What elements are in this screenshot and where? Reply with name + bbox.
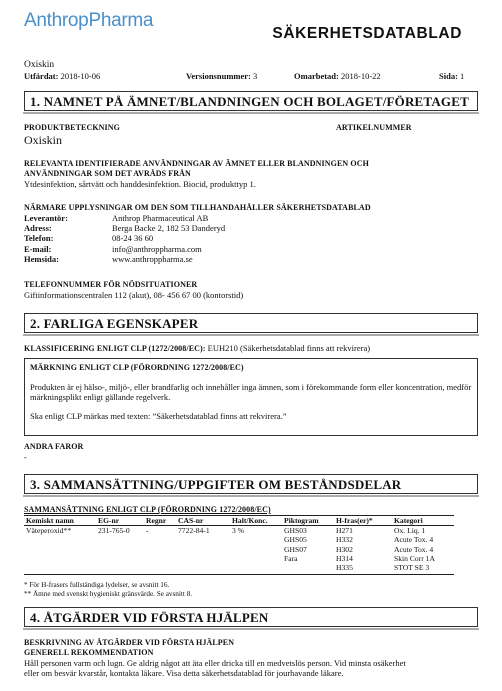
company-logo: AnthropPharma: [24, 10, 154, 31]
supplier-block: [24, 203, 480, 265]
cell-cas-number: 7722-84-1: [178, 526, 210, 535]
section-3-heading: 3. SAMMANSÄTTNING/UPPGIFTER OM BESTÅNDSDELAR: [24, 474, 478, 494]
column-header: H-fras(er)*: [334, 515, 392, 525]
emergency-block: [24, 280, 480, 300]
column-header: Kategori: [392, 515, 454, 525]
marking-note: Ska enligt CLP märkas med texten: ”Säkerhetsdatablad finns att rekvirera.”: [30, 411, 287, 422]
version-number: Versionsnummer: 3: [186, 71, 258, 81]
issued-date: Utfärdat: 2018-10-06: [24, 71, 101, 81]
cell-chemical-name: Väteperoxid**: [26, 526, 72, 535]
product-identifier-label: PRODUKTBETECKNING: [24, 123, 120, 132]
cell-concentration: 3 %: [232, 526, 245, 535]
cell-reg-number: -: [146, 526, 149, 535]
supplier-row: Hemsida: www.anthroppharma.se: [24, 254, 193, 265]
product-identifier-value: Oxiskin: [24, 132, 63, 147]
composition-block: [24, 505, 480, 599]
supplier-row: Leverantör: Anthrop Pharmaceutical AB: [24, 212, 209, 223]
footnote-h-phrases: * För H-frasers fullständiga lydelser, se avsnitt 16.: [24, 581, 170, 590]
general-recommendation-text-1: Håll personen varm och lugn. Ge aldrig något att äta eller dricka till en medvetslös person. Vid minsta osäkerhet: [24, 657, 406, 668]
column-header: EG-nr: [96, 515, 144, 525]
section-4-heading: 4. ÅTGÄRDER VID FÖRSTA HJÄLPEN: [24, 607, 478, 627]
first-aid-label: BESKRIVNING AV ÅTGÄRDER VID FÖRSTA HJÄLPEN: [24, 638, 235, 647]
footnote-limit-value: ** Ämne med svenskt hygieniskt gränsvärde. Se avsnitt 8.: [24, 590, 193, 599]
classification-row: [24, 343, 480, 354]
general-recommendation-label: GENERELL REKOMMENDATION: [24, 647, 154, 657]
first-aid-block: [24, 638, 480, 678]
cell-h-phrases: H271 H332 H302 H314 H335: [336, 526, 353, 572]
other-hazards-block: [24, 442, 480, 462]
identified-uses-label-line1: RELEVANTA IDENTIFIERADE ANVÄNDNINGAR AV ÄMNET ELLER BLANDNINGEN OCH: [24, 159, 369, 168]
article-number-label: ARTIKELNUMMER: [336, 123, 412, 132]
cell-pictograms: GHS03 GHS05 GHS07 Fara: [284, 526, 307, 563]
general-recommendation-text-2: eller om besvär kvarstår, kontakta läkare. Visa detta säkerhetsdatablad för jourhavande läkare.: [24, 667, 344, 678]
cell-categories: Ox. Liq. 1 Acute Tox. 4 Acute Tox. 4 Skin Corr 1A STOT SE 3: [394, 526, 435, 572]
column-header: Kemiskt namn: [24, 515, 96, 525]
column-header: CAS-nr: [176, 515, 230, 525]
supplier-row: Telefon: 08-24 36 60: [24, 233, 154, 244]
emergency-value: Giftinformationscentralen 112 (akut), 08- 456 67 00 (kontorstid): [24, 289, 244, 300]
column-header: Piktogram: [282, 515, 334, 525]
marking-box: [24, 358, 478, 436]
page-number: Sida: 1: [439, 71, 465, 81]
marking-label: MÄRKNING ENLIGT CLP (FÖRORDNING 1272/2008/EC): [30, 363, 244, 372]
column-header: Halt/Konc.: [230, 515, 282, 525]
other-hazards-label: ANDRA FAROR: [24, 442, 84, 451]
identified-uses-value: Ytdesinfektion, sårtvätt och handdesinfektion. Biocid, produkttyp 1.: [24, 178, 256, 189]
classification-value: EUH210 (Säkerhetsdatablad finns att rekvirera): [207, 343, 371, 353]
header-product-name: Oxiskin: [24, 60, 55, 70]
composition-caption: SAMMANSÄTTNING ENLIGT CLP (FÖRORDNING 1272/2008/EC): [24, 505, 271, 514]
identified-uses-block: [24, 159, 480, 189]
section-2-heading: 2. FARLIGA EGENSKAPER: [24, 313, 478, 333]
table-header-row: [24, 515, 454, 525]
section-1-heading: 1. NAMNET PÅ ÄMNET/BLANDNINGEN OCH BOLAGET/FÖRETAGET: [24, 91, 478, 111]
document-title: SÄKERHETSDATABLAD: [272, 25, 462, 42]
header-meta-row: [24, 71, 480, 81]
supplier-row: E-mail: info@anthroppharma.com: [24, 243, 202, 254]
column-header: Regnr: [144, 515, 176, 525]
revised-date: Omarbetad: 2018-10-22: [294, 71, 381, 81]
composition-table: [24, 515, 454, 573]
product-identifier-block: [24, 123, 480, 147]
classification-label: KLASSIFICERING ENLIGT CLP (1272/2008/EC):: [24, 344, 206, 353]
emergency-label: TELEFONNUMMER FÖR NÖDSITUATIONER: [24, 280, 198, 289]
other-hazards-value: -: [24, 451, 27, 462]
marking-text: Produkten är ej hälso-, miljö-, eller brandfarlig och innehåller inga ämnen, som i förekommande form eller koncentration, medför märkningsplikt enligt gällande regelverk.: [30, 381, 472, 403]
supplier-row: Adress: Berga Backe 2, 182 53 Danderyd: [24, 223, 226, 234]
table-row: [24, 526, 454, 573]
identified-uses-label-line2: ANVÄNDNINGAR SOM DET AVRÅDS FRÅN: [24, 168, 191, 178]
supplier-heading: NÄRMARE UPPLYSNINGAR OM DEN SOM TILLHANDAHÅLLER SÄKERHETSDATABLAD: [24, 203, 371, 212]
cell-eg-number: 231-765-0: [98, 526, 130, 535]
